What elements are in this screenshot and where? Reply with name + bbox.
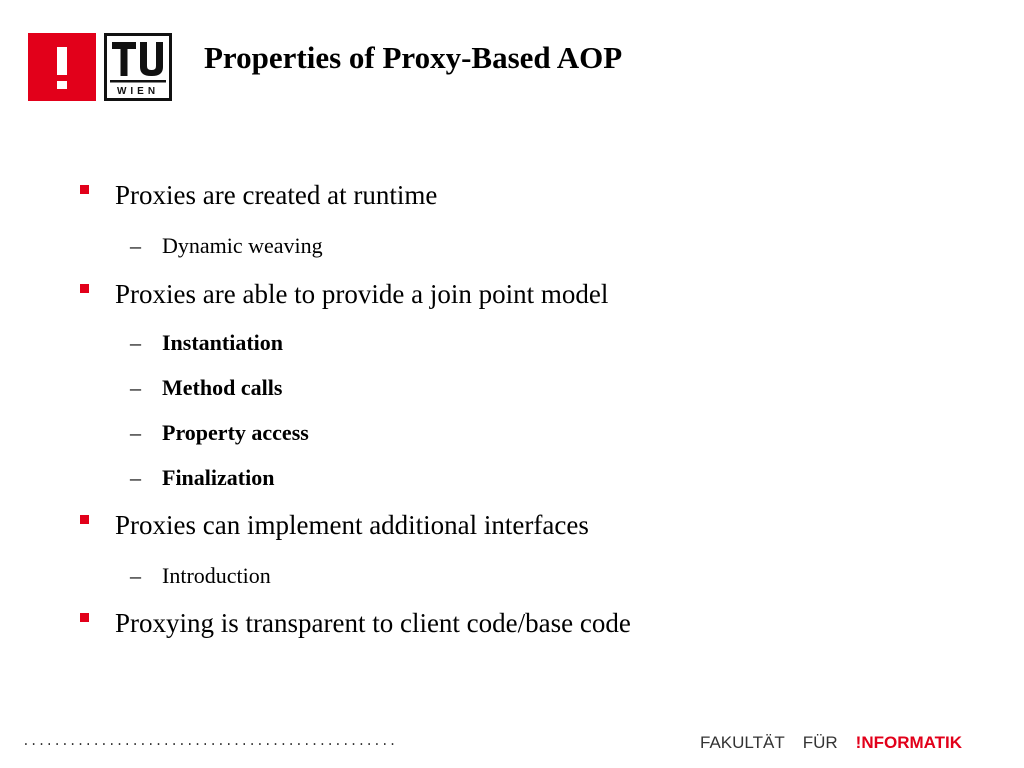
sub-bullet-text: Introduction (162, 563, 271, 588)
bullet-item-1 (80, 180, 437, 211)
footer-fuer: FÜR (802, 733, 838, 752)
bullet-text: Proxying is transparent to client code/base code (115, 608, 631, 638)
logo-wien-text: WIEN (116, 86, 160, 97)
sub-bullet-finalization (130, 465, 274, 491)
dash-icon: – (130, 420, 141, 445)
bullet-item-4 (80, 608, 631, 639)
sub-bullet-property-access (130, 420, 309, 446)
square-bullet-icon (80, 185, 89, 194)
dash-icon: – (130, 465, 141, 490)
square-bullet-icon (80, 613, 89, 622)
bullet-text: Proxies are able to provide a join point model (115, 279, 609, 309)
dash-icon: – (130, 563, 141, 588)
sub-bullet-method-calls (130, 375, 282, 401)
dash-icon: – (130, 233, 141, 258)
slide-title: Properties of Proxy-Based AOP (204, 40, 623, 75)
sub-bullet-text: Dynamic weaving (162, 233, 323, 258)
footer-dotted-line: ................................................ (22, 734, 397, 749)
bullet-text: Proxies are created at runtime (115, 180, 438, 210)
sub-bullet-dynamic-weaving (130, 233, 323, 259)
sub-bullet-text: Instantiation (162, 330, 284, 355)
dash-icon: – (130, 330, 141, 355)
bullet-item-2 (80, 279, 608, 310)
square-bullet-icon (80, 284, 89, 293)
footer-faculty-label (700, 733, 962, 753)
sub-bullet-instantiation (130, 330, 283, 356)
footer-faculty: FAKULTÄT (700, 733, 785, 752)
dash-icon: – (130, 375, 141, 400)
footer-department: !NFORMATIK (855, 733, 963, 752)
sub-bullet-text: Property access (162, 420, 309, 445)
sub-bullet-text: Finalization (162, 465, 275, 490)
sub-bullet-introduction (130, 563, 271, 589)
bullet-text: Proxies can implement additional interfaces (115, 510, 589, 540)
bullet-item-3 (80, 510, 589, 541)
sub-bullet-text: Method calls (162, 375, 283, 400)
square-bullet-icon (80, 515, 89, 524)
